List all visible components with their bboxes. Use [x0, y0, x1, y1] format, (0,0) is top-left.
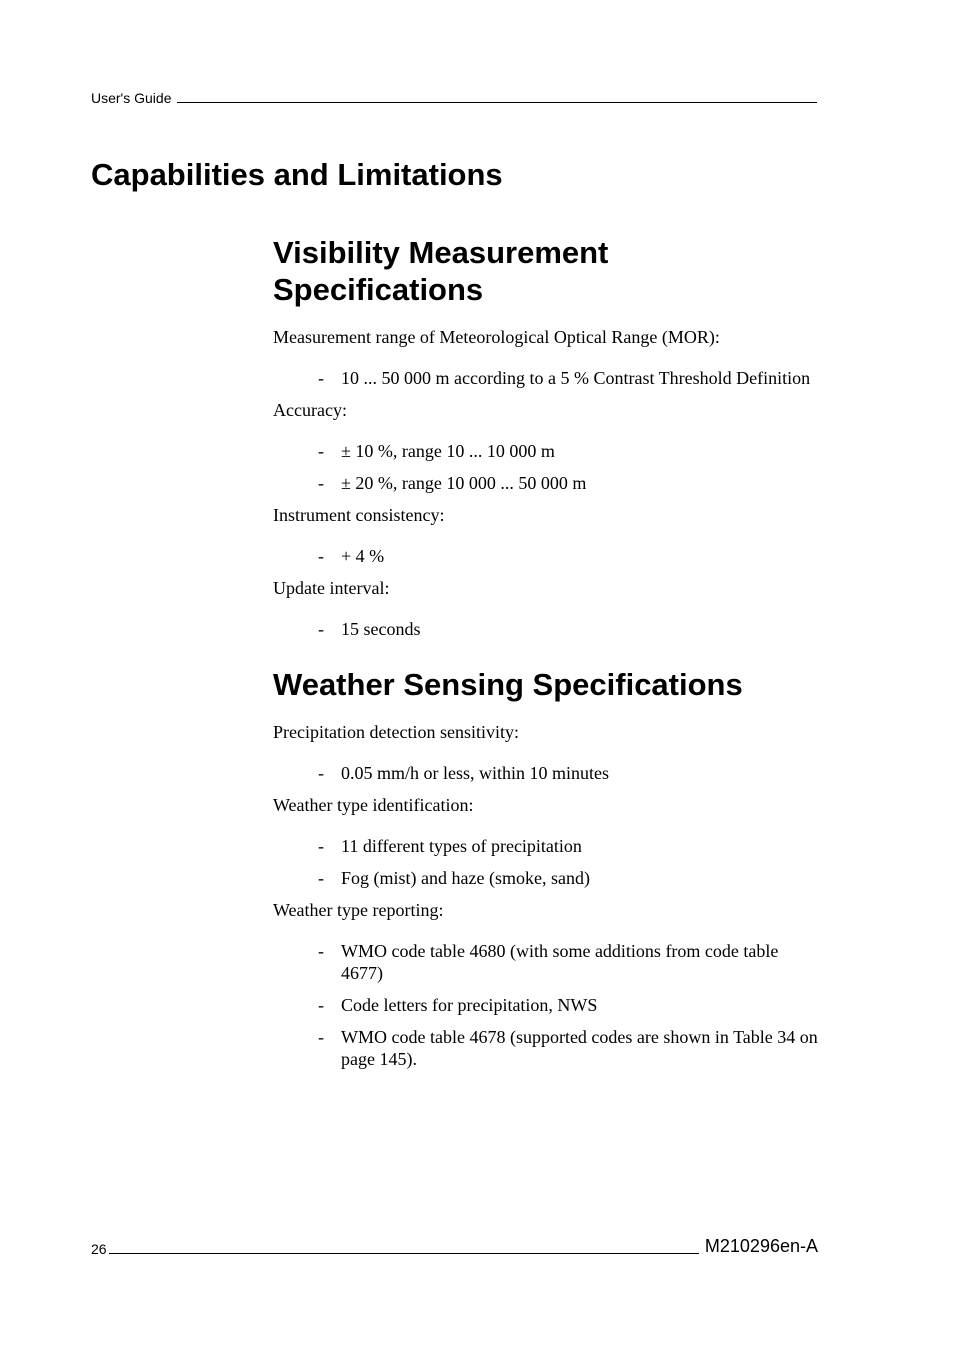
list-item: - Fog (mist) and haze (smoke, sand) — [318, 868, 590, 888]
chapter-title: Capabilities and Limitations — [91, 157, 503, 192]
spec-label: Weather type reporting: — [273, 900, 444, 920]
spec-list — [273, 440, 818, 494]
section-title-weather: Weather Sensing Specifications — [273, 667, 743, 702]
spec-label: Update interval: — [273, 578, 390, 598]
spec-label: Instrument consistency: — [273, 505, 445, 525]
spec-label: Accuracy: — [273, 400, 347, 420]
page-footer — [91, 1236, 818, 1257]
spec-label: Weather type identification: — [273, 795, 474, 815]
list-item: - ± 20 %, range 10 000 ... 50 000 m — [318, 473, 587, 493]
list-item: - + 4 % — [318, 546, 385, 566]
spec-list — [273, 367, 818, 389]
list-item: - Code letters for precipitation, NWS — [318, 995, 598, 1015]
list-item: - 10 ... 50 000 m according to a 5 % Contrast Threshold Definition — [318, 368, 811, 388]
spec-list — [273, 545, 818, 567]
spec-label: Measurement range of Meteorological Optical Range (MOR): — [273, 327, 720, 347]
document-id: M210296en-A — [704, 1236, 818, 1256]
page-number: 26 — [91, 1241, 107, 1257]
list-item: - WMO code table 4680 (with some additions from code table 4677) — [318, 941, 779, 983]
spec-list — [273, 940, 818, 1070]
page-header — [91, 90, 817, 106]
main-content — [273, 234, 818, 1080]
header-title: User's Guide — [91, 90, 172, 106]
list-item: - ± 10 %, range 10 ... 10 000 m — [318, 441, 555, 461]
list-item: - 11 different types of precipitation — [318, 836, 582, 856]
spec-list — [273, 762, 818, 784]
list-item: - WMO code table 4678 (supported codes are shown in Table 34 on page 145). — [318, 1027, 818, 1069]
list-item: - 15 seconds — [318, 619, 421, 639]
spec-list — [273, 835, 818, 889]
footer-rule — [109, 1253, 699, 1254]
section-title-visibility: Visibility Measurement Specifications — [273, 235, 609, 307]
list-item: - 0.05 mm/h or less, within 10 minutes — [318, 763, 609, 783]
spec-list — [273, 618, 818, 640]
header-rule — [177, 102, 817, 103]
spec-label: Precipitation detection sensitivity: — [273, 722, 519, 742]
